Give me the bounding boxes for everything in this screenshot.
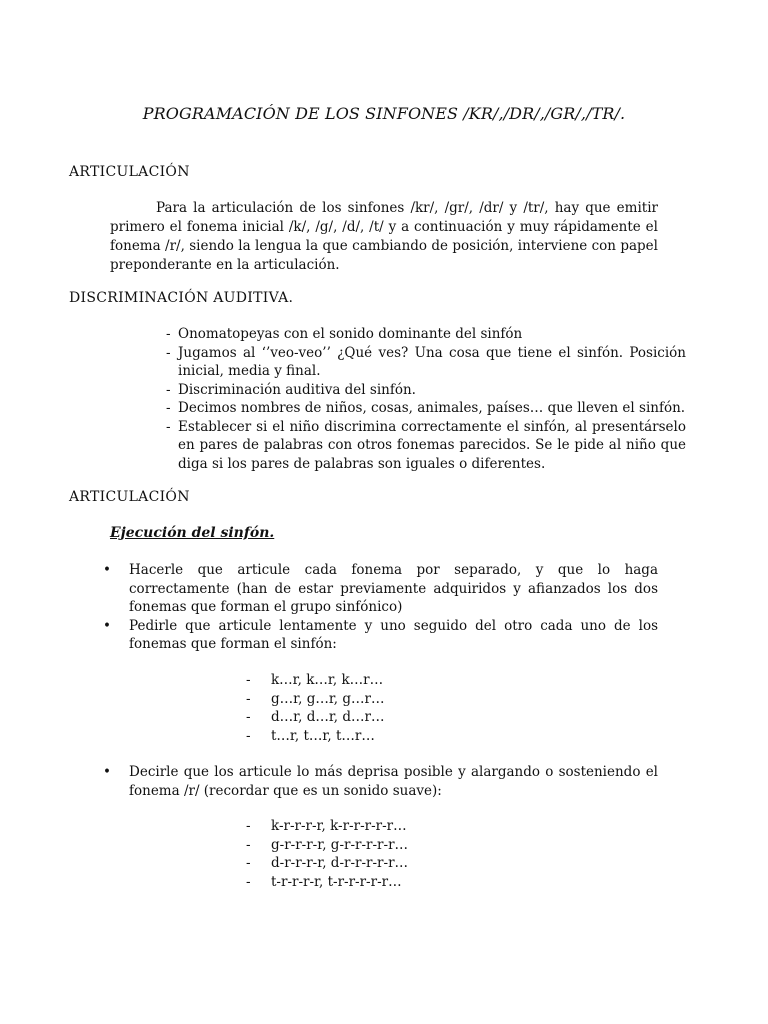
subheading-ejecucion: Ejecución del sinfón. [110, 525, 275, 541]
list-item-text: Onomatopeyas con el sonido dominante del sinfón [178, 326, 523, 342]
dash-marker: - [166, 418, 171, 435]
dash-marker: - [246, 836, 251, 853]
sequence-item [246, 690, 384, 709]
articulation-paragraph: Para la articulación de los sinfones /kr/, /gr/, /dr/ y /tr/, hay que emitir primero el fonema inicial /k/, /g/, /d/, /t/ y a continuación y muy rápidamente el fonema /r/, siendo la lengua la que cambiando de posición, interviene con papel preponderante en la articulación. [110, 200, 658, 273]
sequence-item [246, 671, 384, 690]
sequence-item [246, 727, 384, 746]
list-item-text: Jugamos al ‘’veo-veo’’ ¿Qué ves? Una cosa que tiene el sinfón. Posición inicial, media y final. [178, 344, 686, 379]
execution-bullet-list [103, 561, 658, 654]
dash-marker: - [166, 344, 171, 361]
list-item-text: Hacerle que articule cada fonema por separado, y que lo haga correctamente (han de estar previamente adquiridos y afianzados los dos fonemas que forman el grupo sinfónico) [129, 562, 658, 615]
sequence-text: t-r-r-r-r, t-r-r-r-r-r… [271, 873, 402, 890]
list-item-text: Decirle que los articule lo más deprisa posible y alargando o sosteniendo el fonema /r/ (recordar que es un sonido suave): [129, 764, 658, 799]
sequence-item [246, 708, 384, 727]
sequence-text: k-r-r-r-r, k-r-r-r-r-r… [271, 818, 407, 834]
bullet-icon: • [103, 562, 111, 578]
section-heading-articulacion: ARTICULACIÓN [69, 164, 190, 180]
bullet-icon: • [103, 617, 111, 634]
discrimination-list [166, 325, 686, 473]
dash-marker: - [246, 873, 251, 890]
document-title: PROGRAMACIÓN DE LOS SINFONES /KR/,/DR/,/GR/,/TR/. [142, 104, 626, 123]
sequence-item [246, 817, 408, 836]
dash-marker: - [246, 709, 251, 725]
dash-marker: - [166, 326, 171, 342]
list-item [103, 617, 658, 654]
dash-marker: - [246, 818, 251, 834]
list-item-text: Discriminación auditiva del sinfón. [178, 381, 416, 398]
sequence-text: g…r, g…r, g…r… [271, 690, 385, 707]
dash-marker: - [246, 855, 251, 871]
dash-marker: - [246, 690, 251, 707]
slow-sequence-list [246, 671, 384, 745]
bullet-icon: • [103, 764, 111, 780]
list-item [166, 344, 686, 381]
list-item [166, 381, 686, 400]
section-heading-articulacion-2: ARTICULACIÓN [69, 489, 190, 505]
fast-sequence-list [246, 817, 408, 891]
sequence-text: d…r, d…r, d…r… [271, 709, 385, 725]
sequence-item [246, 873, 408, 892]
list-item-text: Pedirle que articule lentamente y uno seguido del otro cada uno de los fonemas que forman el sinfón: [129, 617, 658, 652]
sequence-text: t…r, t…r, t…r… [271, 727, 375, 744]
dash-marker: - [246, 727, 251, 744]
list-item-text: Establecer si el niño discrimina correctamente el sinfón, al presentárselo en pares de palabras con otros fonemas parecidos. Se le pide al niño que diga si los pares de palabras son iguales o diferentes. [178, 418, 686, 472]
sequence-text: g-r-r-r-r, g-r-r-r-r-r… [271, 836, 409, 853]
list-item [166, 399, 686, 418]
sequence-text: d-r-r-r-r, d-r-r-r-r-r… [271, 855, 409, 871]
sequence-item [246, 854, 408, 873]
dash-marker: - [166, 381, 171, 398]
dash-marker: - [246, 672, 251, 688]
section-heading-discriminacion: DISCRIMINACIÓN AUDITIVA. [69, 290, 294, 306]
sequence-text: k…r, k…r, k…r… [271, 672, 384, 688]
sequence-item [246, 836, 408, 855]
list-item-text: Decimos nombres de niños, cosas, animales, países… que lleven el sinfón. [178, 400, 686, 416]
fast-bullet-list [103, 763, 658, 800]
list-item [103, 561, 658, 617]
list-item [166, 418, 686, 474]
list-item [166, 325, 686, 344]
list-item [103, 763, 658, 800]
dash-marker: - [166, 400, 171, 416]
